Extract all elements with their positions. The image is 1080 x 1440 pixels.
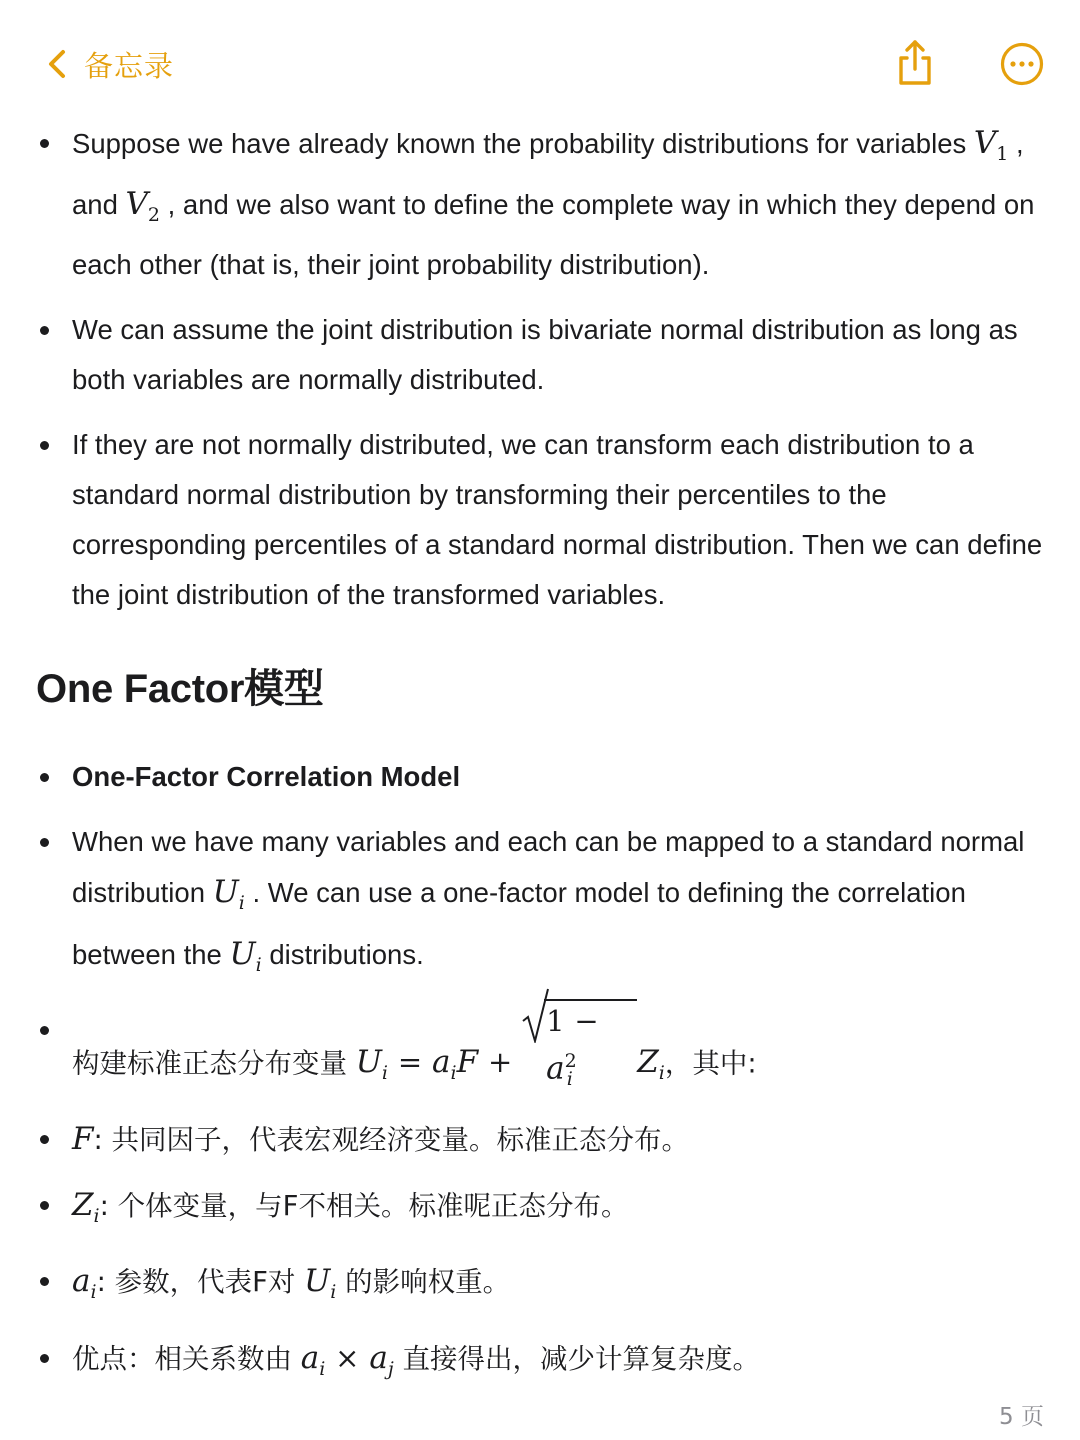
math-formula: $U_i = a_iF$ + $1 - a^2_i$ $Z_i$ xyxy=(356,1044,665,1080)
section-heading: One Factor模型 xyxy=(36,667,324,712)
list-item: $Z_i$: 个体变量，与F不相关。标准呢正态分布。 xyxy=(0,1180,1080,1241)
list-item: $a_i$: 参数，代表F对 $U_i$ 的影响权重。 xyxy=(0,1256,1080,1317)
chevron-left-icon xyxy=(44,44,70,84)
note-content[interactable] xyxy=(0,118,1080,1409)
bullet-list-intro xyxy=(0,118,1080,620)
back-button[interactable] xyxy=(44,40,174,88)
bullet-list-one-factor xyxy=(0,752,1080,1393)
square-root: $1 - a^2_i$ xyxy=(522,1005,637,1100)
navigation-bar xyxy=(0,0,1080,120)
list-item: We can assume the joint distribution is bivariate normal distribution as long as both variables are normally distributed. xyxy=(0,305,1080,405)
back-button-label: 备忘录 xyxy=(84,48,175,83)
list-item: F: 共同因子，代表宏观经济变量。标准正态分布。 xyxy=(0,1114,1080,1165)
list-item: 构建标准正态分布变量 $U_i = a_iF$ + $1 - a^2_i$ $Z_i$，其中: xyxy=(0,1005,1080,1100)
math-v2: $V_2$ xyxy=(125,186,161,227)
math-ui: $U_i$ xyxy=(229,935,262,976)
list-item: Suppose we have already known the probability distributions for variables $V_1$ , and $V_2$ , and we also want to define the complete way in which they depend on each other (that is, their joint probability distribution). xyxy=(0,118,1080,290)
radical-sign-icon xyxy=(522,987,550,1043)
list-item: When we have many variables and each can be mapped to a standard normal distribution $U_i$ . We can use a one-factor model to defining the correlation between the $U_i$ distributions. xyxy=(0,817,1080,989)
share-icon[interactable] xyxy=(890,38,940,88)
math-v1: $V_1$ xyxy=(973,125,1009,166)
more-options-icon[interactable] xyxy=(1000,42,1044,86)
math-ui: $U_i$ xyxy=(212,874,245,915)
list-item: 优点：相关系数由 $a_i \times a_j$ 直接得出，减少计算复杂度。 xyxy=(0,1333,1080,1394)
list-item: One-Factor Correlation Model xyxy=(0,752,1080,802)
list-item: If they are not normally distributed, we can transform each distribution to a standard normal distribution by transforming their percentiles to the corresponding percentiles of a standard normal distribution. Then we can define the joint distribution of the transformed variables. xyxy=(0,420,1080,620)
page-number: 5 页 xyxy=(999,1404,1044,1430)
